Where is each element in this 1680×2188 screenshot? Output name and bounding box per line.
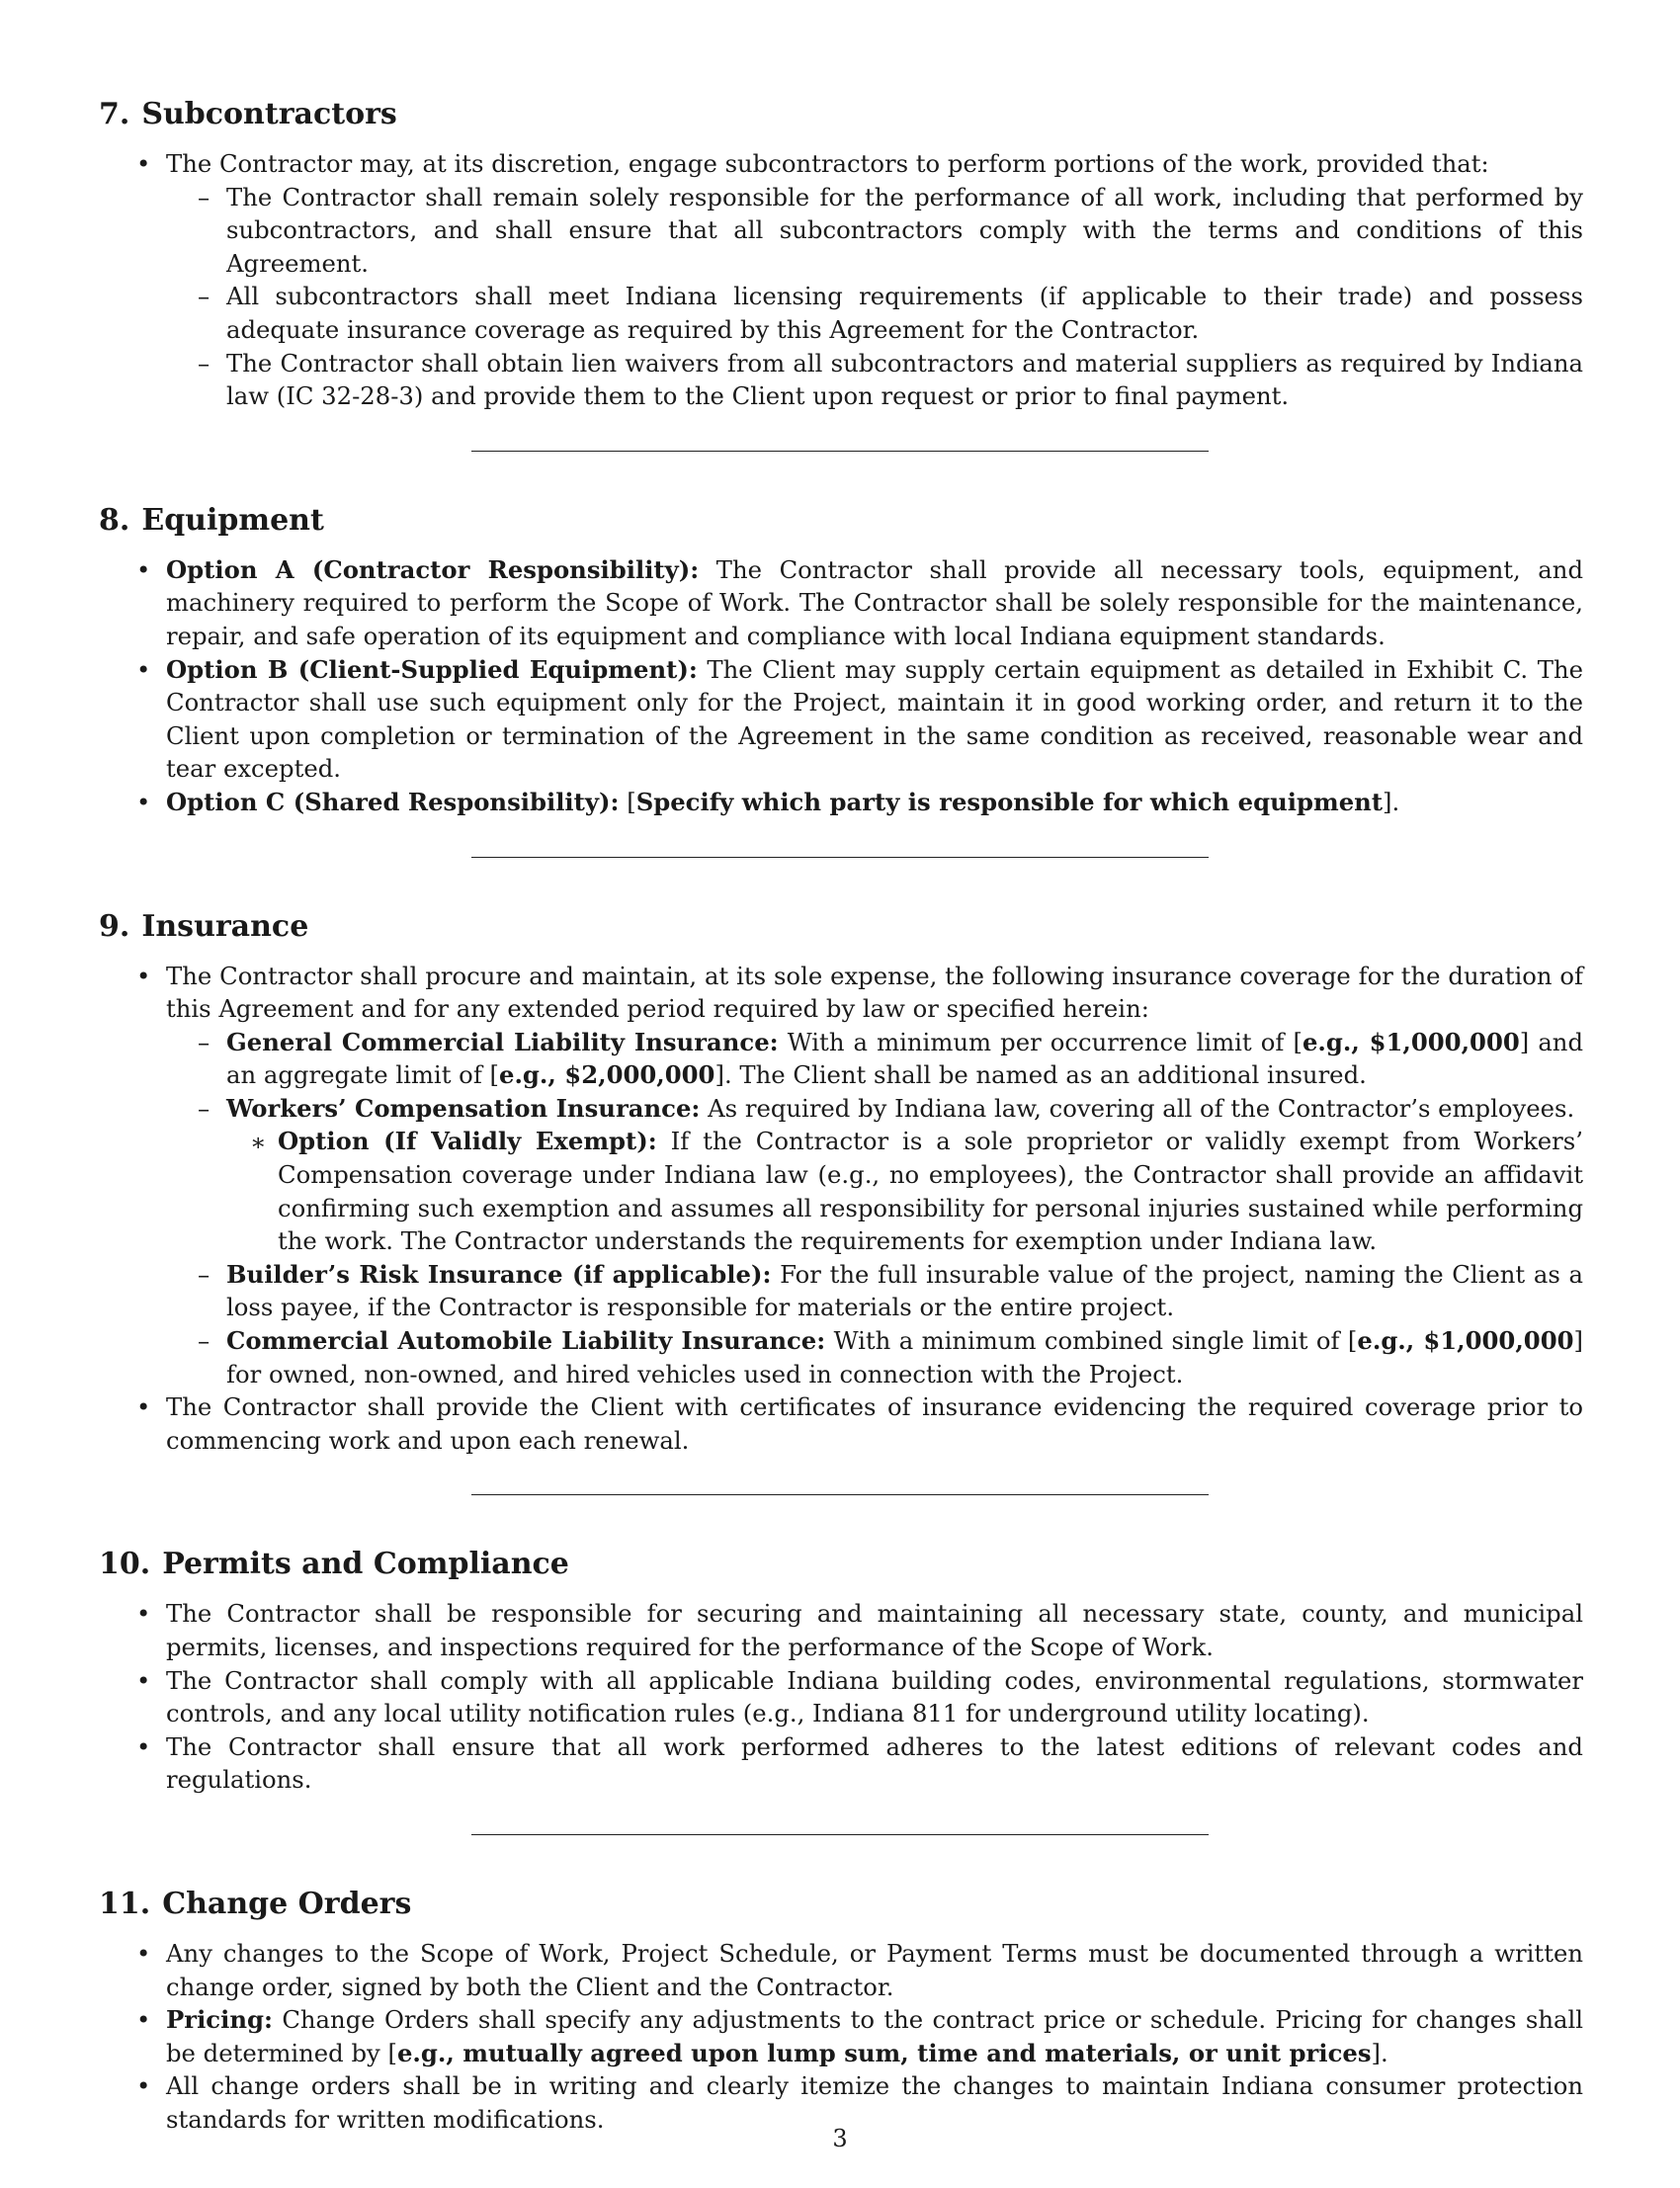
section-subcontractors xyxy=(99,97,1583,452)
section-divider xyxy=(471,1494,1209,1495)
section-change-orders xyxy=(99,1887,1583,2137)
list-item: • Any changes to the Scope of Work, Project Schedule, or Payment Terms must be documented through a written change order, signed by both the Client and the Contractor. xyxy=(99,1937,1583,2003)
list-item: • Option C (Shared Responsibility): [Specify which party is responsible for which equipment]. xyxy=(99,786,1583,819)
section-heading: 8. Equipment xyxy=(99,502,324,538)
sub-list-item: – All subcontractors shall meet Indiana licensing requirements (if applicable to their trade) and possess adequate insurance coverage as required by this Agreement for the Contractor. xyxy=(166,280,1583,346)
sub-list-item: – General Commercial Liability Insurance: With a minimum per occurrence limit of [e.g., $1,000,000] and an aggregate limit of [e.g., $2,000,000]. The Client shall be named as an additional insured. xyxy=(166,1026,1583,1092)
section-divider xyxy=(471,451,1209,452)
list-item: • All change orders shall be in writing and clearly itemize the changes to maintain Indiana consumer protection standards for written modifications. xyxy=(99,2069,1583,2136)
section-permits-compliance xyxy=(99,1547,1583,1835)
sub-list-item: – The Contractor shall obtain lien waivers from all subcontractors and material suppliers as required by Indiana law (IC 32-28-3) and provide them to the Client upon request or prior to final payment. xyxy=(166,347,1583,413)
section-heading: 7. Subcontractors xyxy=(99,97,397,131)
page-number: 3 xyxy=(832,2125,848,2152)
section-divider xyxy=(471,1834,1209,1835)
section-heading: 11. Change Orders xyxy=(99,1886,412,1921)
section-divider xyxy=(471,857,1209,858)
section-equipment xyxy=(99,503,1583,858)
list-item: • The Contractor shall comply with all applicable Indiana building codes, environmental regulations, stormwater controls, and any local utility notification rules (e.g., Indiana 811 for underground utility locating). xyxy=(99,1664,1583,1730)
list-item: • The Contractor may, at its discretion, engage subcontractors to perform portions of the work, provided that: – The Contractor shall remain solely responsible for the performance of all work, including that performed by subcontractors, and shall ensure that all subcontractors comply with the terms and conditions of this Agreement. – All subcontractors shall meet Indiana licensing requirements (if applicable to their trade) and possess adequate insurance coverage as required by this Agreement for the Contractor. – The Contractor shall obtain lien waivers from all subcontractors and material suppliers as required by Indiana law (IC 32-28-3) and provide them to the Client upon request or prior to final payment. xyxy=(99,147,1583,413)
list-item: • The Contractor shall procure and maintain, at its sole expense, the following insurance coverage for the duration of this Agreement and for any extended period required by law or specified herein: – General Commercial Liability Insurance: With a minimum per occurrence limit of [e.g., $1,000,000] and an aggregate limit of [e.g., $2,000,000]. The Client shall be named as an additional insured. – Workers’ Compensation Insurance: As required by Indiana law, covering all of the Contractor’s employees. ∗ Option (If Validly Exempt): If the Contractor is a sole proprietor or validly exempt from Workers’ Compensation coverage under Indiana law (e.g., no employees), the Contractor shall provide an affidavit confirming such exemption and assumes all responsibility for personal injuries sustained while performing the work. The Contractor understands the requirements for exemption under Indiana law. – Builder’s Risk Insurance (if applicable): For the full insurable value of the project, naming the Client as a loss payee, if the Contractor is responsible for materials or the entire project. – Commercial Automobile Liability Insurance: With a minimum combined single limit of [e.g., $1,000,000] for owned, non-owned, and hired vehicles used in connection with the Project. xyxy=(99,960,1583,1391)
sub-list-item: – Builder’s Risk Insurance (if applicable): For the full insurable value of the project, naming the Client as a loss payee, if the Contractor is responsible for materials or the entire project. xyxy=(166,1258,1583,1324)
section-heading: 10. Permits and Compliance xyxy=(99,1547,569,1582)
sub-list-item: – The Contractor shall remain solely responsible for the performance of all work, including that performed by subcontractors, and shall ensure that all subcontractors comply with the terms and conditions of this Agreement. xyxy=(166,181,1583,281)
list-item: • The Contractor shall provide the Client with certificates of insurance evidencing the required coverage prior to commencing work and upon each renewal. xyxy=(99,1390,1583,1457)
list-item: • Pricing: Change Orders shall specify any adjustments to the contract price or schedule. Pricing for changes shall be determined by [e.g., mutually agreed upon lump sum, time and materials, or unit prices]. xyxy=(99,2003,1583,2069)
list-item: • Option B (Client-Supplied Equipment): The Client may supply certain equipment as detailed in Exhibit C. The Contractor shall use such equipment only for the Project, maintain it in good working order, and return it to the Client upon completion or termination of the Agreement in the same condition as received, reasonable wear and tear excepted. xyxy=(99,653,1583,786)
section-insurance xyxy=(99,909,1583,1496)
section-heading: 9. Insurance xyxy=(99,908,309,944)
sub-sub-list-item: ∗ Option (If Validly Exempt): If the Contractor is a sole proprietor or validly exempt from Workers’ Compensation coverage under Indiana law (e.g., no employees), the Contractor shall provide an affidavit confirming such exemption and assumes all responsibility for personal injuries sustained while performing the work. The Contractor understands the requirements for exemption under Indiana law. xyxy=(226,1125,1583,1257)
list-item: • The Contractor shall be responsible for securing and maintaining all necessary state, county, and municipal permits, licenses, and inspections required for the performance of the Scope of Work. xyxy=(99,1597,1583,1663)
document-body xyxy=(99,97,1583,2188)
sub-list-item: – Commercial Automobile Liability Insurance: With a minimum combined single limit of [e.g., $1,000,000] for owned, non-owned, and hired vehicles used in connection with the Project. xyxy=(166,1324,1583,1390)
list-item: • The Contractor shall ensure that all work performed adheres to the latest editions of relevant codes and regulations. xyxy=(99,1730,1583,1797)
list-item: • Option A (Contractor Responsibility): The Contractor shall provide all necessary tools, equipment, and machinery required to perform the Scope of Work. The Contractor shall be solely responsible for the maintenance, repair, and safe operation of its equipment and compliance with local Indiana equipment standards. xyxy=(99,553,1583,653)
sub-list-item: – Workers’ Compensation Insurance: As required by Indiana law, covering all of the Contractor’s employees. ∗ Option (If Validly Exempt): If the Contractor is a sole proprietor or validly exempt from Workers’ Compensation coverage under Indiana law (e.g., no employees), the Contractor shall provide an affidavit confirming such exemption and assumes all responsibility for personal injuries sustained while performing the work. The Contractor understands the requirements for exemption under Indiana law. xyxy=(166,1092,1583,1258)
